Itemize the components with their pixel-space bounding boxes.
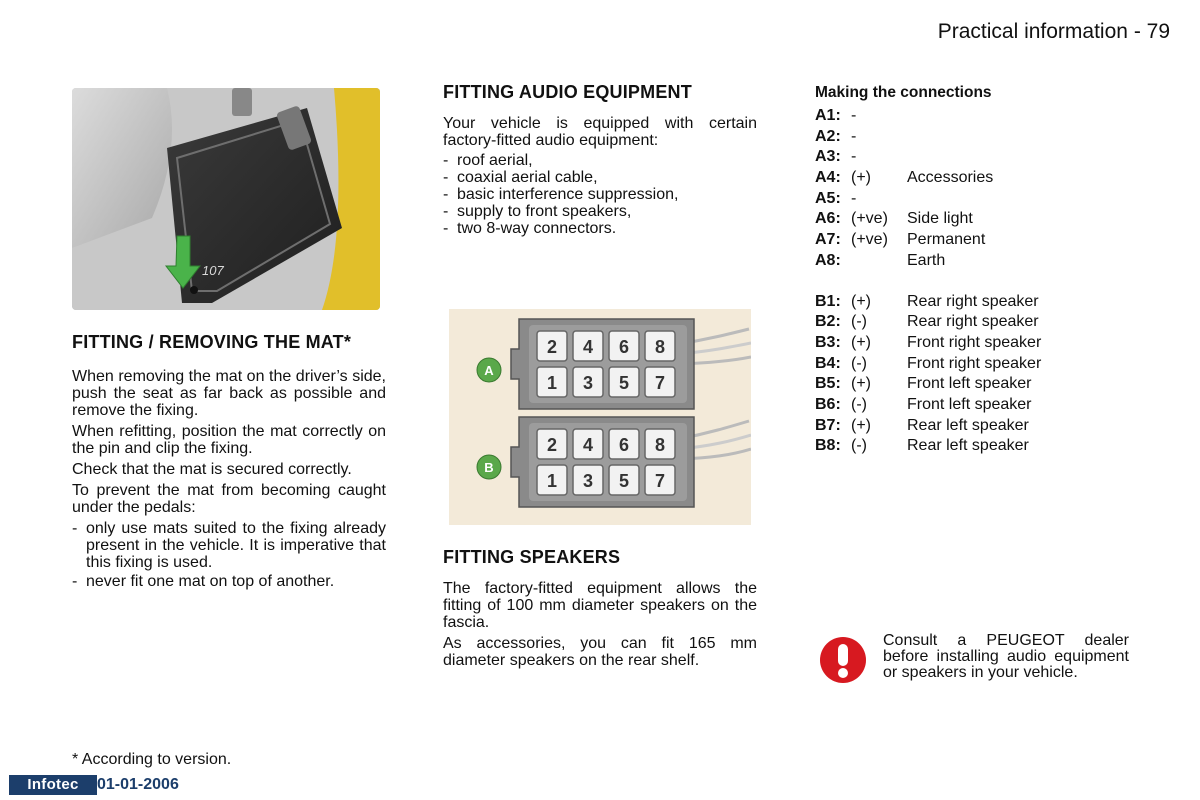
pin-number: 4 bbox=[582, 337, 594, 357]
connection-polarity: - bbox=[851, 148, 857, 166]
connection-description bbox=[907, 128, 993, 149]
connection-row bbox=[815, 148, 993, 169]
connection-row bbox=[815, 375, 1041, 396]
pin-number: 5 bbox=[618, 373, 630, 393]
connection-description: Rear right speaker bbox=[907, 313, 1039, 331]
connection-row bbox=[815, 210, 993, 231]
connection-description: Front right speaker bbox=[907, 333, 1042, 351]
audio-item: - coaxial aerial cable, bbox=[443, 169, 757, 186]
middle-column bbox=[443, 82, 757, 673]
connection-description: Accessories bbox=[907, 169, 994, 187]
pin-number: 1 bbox=[546, 471, 558, 491]
connection-row bbox=[815, 293, 1041, 314]
connection-row bbox=[815, 169, 993, 190]
pin-number: 5 bbox=[618, 471, 630, 491]
mat-bullet: - only use mats suited to the fixing already present in the vehicle. It is imperative that this fixing is used. bbox=[72, 520, 386, 571]
connection-row bbox=[815, 313, 1041, 334]
connection-row bbox=[815, 128, 993, 149]
pin-number: 3 bbox=[582, 373, 594, 393]
floor-mat-illustration bbox=[72, 88, 380, 310]
connection-label: B6: bbox=[815, 395, 841, 413]
mat-paragraph: To prevent the mat from becoming caught under the pedals: bbox=[72, 482, 386, 516]
mat-paragraph: When removing the mat on the driver’s side, push the seat as far back as possible and remove the fixing. bbox=[72, 368, 386, 419]
speakers-paragraph: The factory-fitted equipment allows the fitting of 100 mm diameter speakers on the fascia. bbox=[443, 580, 757, 631]
speakers-paragraph: As accessories, you can fit 165 mm diameter speakers on the rear shelf. bbox=[443, 635, 757, 669]
connector-b-label: B bbox=[484, 460, 494, 475]
speakers-heading: FITTING SPEAKERS bbox=[443, 547, 621, 567]
connection-row bbox=[815, 396, 1041, 417]
connection-polarity: - bbox=[851, 127, 857, 145]
connection-row bbox=[815, 334, 1041, 355]
connection-label: A7: bbox=[815, 231, 841, 249]
footer-date: 01-01-2006 bbox=[97, 776, 179, 793]
pin-number: 2 bbox=[546, 337, 558, 357]
connection-polarity: (+) bbox=[851, 292, 871, 310]
connection-polarity: (+) bbox=[851, 169, 871, 187]
connection-label: B4: bbox=[815, 354, 841, 372]
connection-description: Permanent bbox=[907, 231, 986, 249]
connection-polarity bbox=[851, 252, 907, 273]
connection-polarity: (-) bbox=[851, 395, 867, 413]
connection-label: A6: bbox=[815, 210, 841, 228]
connection-polarity: (-) bbox=[851, 354, 867, 372]
page-number: - 79 bbox=[1133, 20, 1170, 43]
connection-polarity: (+ve) bbox=[851, 210, 888, 228]
connection-row bbox=[815, 355, 1041, 376]
connector-b bbox=[477, 417, 751, 507]
connection-row bbox=[815, 107, 993, 128]
connection-description: Rear left speaker bbox=[907, 437, 1029, 455]
connections-table-a bbox=[815, 107, 993, 273]
audio-item: - roof aerial, bbox=[443, 152, 757, 169]
pin-number: 1 bbox=[546, 373, 558, 393]
connection-description bbox=[907, 148, 993, 169]
pin-number: 6 bbox=[618, 337, 630, 357]
connection-description: Front left speaker bbox=[907, 375, 1032, 393]
audio-item: - two 8-way connectors. bbox=[443, 220, 757, 237]
mat-paragraph: When refitting, position the mat correctly on the pin and clip the fixing. bbox=[72, 423, 386, 457]
mat-paragraph: Check that the mat is secured correctly. bbox=[72, 461, 352, 478]
connections-heading: Making the connections bbox=[815, 84, 992, 101]
connection-label: A8: bbox=[815, 251, 841, 269]
connection-polarity: (-) bbox=[851, 313, 867, 331]
connection-row bbox=[815, 252, 993, 273]
pin-number: 8 bbox=[654, 435, 666, 455]
connection-polarity: (+ve) bbox=[851, 231, 888, 249]
connection-label: B2: bbox=[815, 313, 841, 331]
pin-number: 7 bbox=[654, 373, 666, 393]
caution-text: Consult a PEUGEOT dealer before installing audio equipment or speakers in your vehicle. bbox=[883, 632, 1129, 681]
connection-polarity: (+) bbox=[851, 416, 871, 434]
audio-item: - supply to front speakers, bbox=[443, 203, 757, 220]
connection-description: Front left speaker bbox=[907, 395, 1032, 413]
exclamation-warning-icon bbox=[819, 636, 867, 684]
connection-description: Rear right speaker bbox=[907, 292, 1039, 310]
connector-a bbox=[477, 319, 751, 409]
connection-polarity: (+) bbox=[851, 375, 871, 393]
audio-intro: Your vehicle is equipped with certain factory-fitted audio equipment: bbox=[443, 115, 757, 149]
mat-bullet-list bbox=[72, 520, 386, 590]
pin-number: 3 bbox=[582, 471, 594, 491]
connection-label: A1: bbox=[815, 107, 841, 124]
footnote: * According to version. bbox=[72, 751, 232, 768]
pin-number: 2 bbox=[546, 435, 558, 455]
connector-svg bbox=[449, 309, 751, 525]
connection-row bbox=[815, 437, 1041, 458]
connector-a-label: A bbox=[484, 363, 494, 378]
connection-description bbox=[907, 190, 993, 211]
connection-label: B7: bbox=[815, 416, 841, 434]
pin-number: 7 bbox=[654, 471, 666, 491]
connection-description: Front right speaker bbox=[907, 354, 1042, 372]
floor-mat-photo bbox=[72, 88, 380, 310]
connection-label: A2: bbox=[815, 127, 841, 145]
connection-label: A5: bbox=[815, 189, 841, 207]
audio-equipment-list bbox=[443, 152, 757, 237]
connection-row bbox=[815, 190, 993, 211]
section-title: Practical information bbox=[937, 20, 1128, 43]
mat-bullet: - never fit one mat on top of another. bbox=[72, 573, 386, 590]
pin-number: 8 bbox=[654, 337, 666, 357]
left-column bbox=[72, 88, 386, 590]
connection-description: Earth bbox=[907, 251, 946, 269]
connection-row bbox=[815, 417, 1041, 438]
connection-description: Rear left speaker bbox=[907, 416, 1029, 434]
connection-label: B3: bbox=[815, 333, 841, 351]
audio-heading: FITTING AUDIO EQUIPMENT bbox=[443, 82, 692, 102]
mat-badge-text: 107 bbox=[202, 263, 224, 278]
connection-polarity: (-) bbox=[851, 437, 867, 455]
audio-item: - basic interference suppression, bbox=[443, 186, 757, 203]
connection-description bbox=[907, 107, 993, 128]
footer-badge: Infotec bbox=[9, 775, 97, 795]
mat-text bbox=[72, 368, 386, 590]
connection-label: B1: bbox=[815, 292, 841, 310]
connection-polarity: (+) bbox=[851, 333, 871, 351]
mat-heading: FITTING / REMOVING THE MAT* bbox=[72, 332, 352, 352]
connection-label: B5: bbox=[815, 375, 841, 393]
connections-table-b bbox=[815, 293, 1041, 459]
connection-label: A3: bbox=[815, 148, 841, 166]
connection-description: Side light bbox=[907, 210, 973, 228]
connection-label: B8: bbox=[815, 437, 841, 455]
pin-number: 4 bbox=[582, 435, 594, 455]
pin-number: 6 bbox=[618, 435, 630, 455]
connection-polarity: - bbox=[851, 189, 857, 207]
connector-diagram bbox=[449, 309, 751, 525]
connection-row bbox=[815, 231, 993, 252]
connection-polarity: - bbox=[851, 107, 857, 124]
page-header bbox=[938, 20, 1170, 44]
connection-label: A4: bbox=[815, 169, 841, 187]
right-column bbox=[815, 82, 1145, 458]
